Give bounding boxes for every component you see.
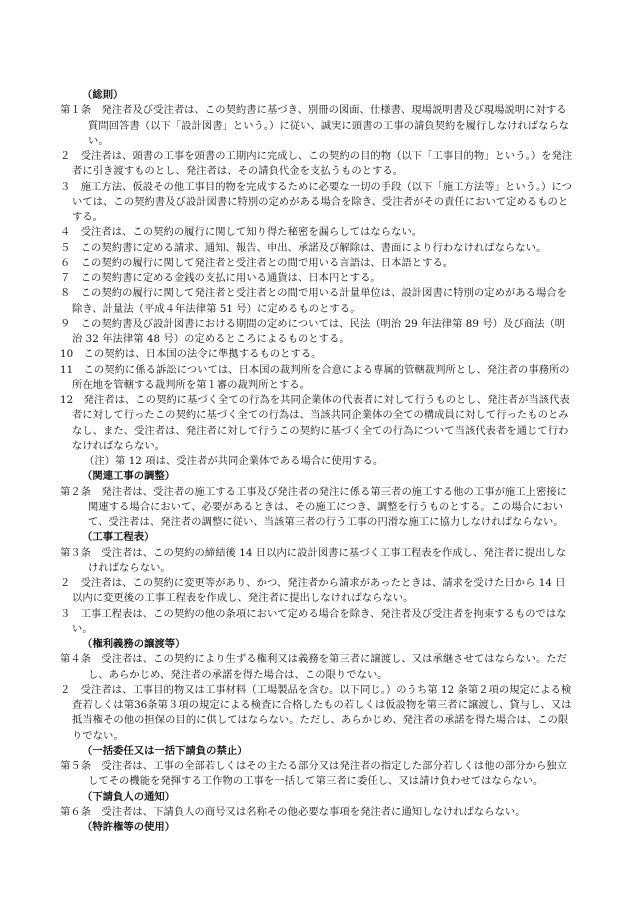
clause-number: ３ — [60, 607, 71, 620]
article-6 — [60, 805, 574, 820]
clause-text: 受注者は、頭書の工事を頭書の工期内に完成し、この契約の目的物（以下「工事目的物」という。）を発注者に引き渡すものとし、発注者は、その請負代金を支払うものとする。 — [70, 150, 573, 178]
section-heading-patent-use: （特許権等の使用） — [82, 821, 176, 833]
clause-number: 11 — [60, 363, 74, 376]
article-1-paragraph-10 — [60, 347, 574, 362]
clause-number: 12 — [60, 394, 74, 406]
clause-number: ４ — [60, 226, 71, 239]
clause-number: 第５条 — [60, 760, 92, 772]
section-heading-related-work: （関連工事の調整） — [82, 470, 176, 483]
clause-number: 第６条 — [60, 805, 92, 818]
clause-number: 10 — [60, 348, 74, 361]
clause-text: 受注者は、この契約の履行に関して知り得た秘密を漏らしてはならない。 — [70, 226, 423, 239]
clause-text: 受注者は、下請負人の商号又は名称その他必要な事項を発注者に通知しなければならない。 — [91, 805, 526, 818]
article-1-paragraph-4 — [60, 225, 574, 240]
clause-text: 受注者は、この契約に変更等があり、かつ、発注者から請求があったときは、請求を受けた日から 14 日以内に変更後の工事工程表を作成し、発注者に提出しなければならない。 — [70, 577, 566, 605]
article-4 — [60, 652, 574, 683]
clause-number: ２ — [60, 683, 71, 696]
section-heading-assignment: （権利義務の譲渡等） — [82, 638, 186, 650]
clause-text: この契約に係る訴訟については、日本国の裁判所を合意による専属的管轄裁判所とし、発注者の事務所の所在地を管轄する裁判所を第１審の裁判所とする。 — [72, 363, 570, 391]
clause-text: この契約書に定める請求、通知、報告、申出、承諾及び解除は、書面により行わなければならない。 — [70, 241, 547, 254]
article-3-paragraph-2 — [60, 576, 574, 607]
clause-text: 受注者は、この契約により生ずる権利又は義務を第三者に譲渡し、又は承継させてはならない。ただし、あらかじめ、発注者の承諾を得た場合は、この限りでない。 — [88, 653, 568, 681]
section-heading-schedule: （工事工程表） — [82, 531, 155, 544]
article-1-paragraph-12 — [60, 393, 574, 454]
clause-text: この契約の履行に関して発注者と受注者との間で用いる計量単位は、設計図書に特別の定めがある場合を除き、計量法（平成４年法律第 51 号）に定めるものとする。 — [70, 287, 568, 315]
clause-number: ６ — [60, 256, 71, 269]
article-1-paragraph-6 — [60, 256, 574, 271]
clause-number: 第２条 — [60, 485, 92, 498]
clause-text: 発注者及び受注者は、この契約書に基づき、別冊の図面、仕様書、現場説明書及び現場説明に対する質問回答書（以下「設計図書」という。）に従い、誠実に頭書の工事の請負契約を履行しなければならない。 — [88, 104, 570, 147]
article-1-paragraph-3 — [60, 180, 574, 226]
clause-number: ２ — [60, 150, 71, 162]
clause-text: この契約書に定める金銭の支払に用いる通貨は、日本円とする。 — [70, 272, 381, 284]
clause-number: 第４条 — [60, 653, 92, 666]
clause-number: ９ — [60, 317, 71, 330]
clause-number: ５ — [60, 241, 71, 254]
clause-text: この契約書及び設計図書における期間の定めについては、民法（明治 29 年法律第 89 号）及び商法（明治 32 年法律第 48 号）の定めるところによるものとする。 — [70, 317, 566, 345]
clause-number: 第１条 — [60, 104, 92, 117]
section-heading-general: （総則） — [82, 89, 124, 101]
clause-text: この契約の履行に関して発注者と受注者との間で用いる言語は、日本語とする。 — [70, 256, 454, 269]
clause-number: ８ — [60, 287, 71, 300]
clause-number: ７ — [60, 272, 71, 284]
clause-number: ２ — [60, 577, 71, 589]
section-heading-subcontract-ban: （一括委任又は一括下請負の禁止） — [82, 744, 248, 757]
article-4-paragraph-2 — [60, 683, 574, 744]
clause-number: 第３条 — [60, 546, 92, 559]
clause-text: この契約は、日本国の法令に準拠するものとする。 — [73, 348, 322, 361]
clause-text: 受注者は、工事の全部若しくはその主たる部分又は発注者の指定した部分若しくは他の部分から独立してその機能を発揮する工作物の工事を一括して第三者に委任し、又は請け負わせてはならない。 — [88, 760, 568, 788]
article-2 — [60, 485, 574, 531]
clause-text: 工事工程表は、この契約の他の条項において定める場合を除き、発注者及び受注者を拘束するものではない。 — [70, 607, 567, 635]
section-heading-subcontractor-notice: （下請負人の通知） — [82, 790, 176, 803]
clause-number: ３ — [60, 180, 71, 193]
clause-text: 受注者は、この契約の締結後 14 日以内に設計図書に基づく工事工程表を作成し、発注者に提出しなければならない。 — [88, 546, 567, 574]
clause-text: 発注者は、受注者の施工する工事及び発注者の発注に係る第三者の施工する他の工事が施工上密接に関連する場合において、必要があるときは、その施工につき、調整を行うものとする。この場合において、受注者は、発注者の調整に従い、当該第三者の行う工事の円滑な施工に協力しなければならない。 — [88, 485, 568, 528]
article-1 — [60, 103, 574, 149]
article-1-paragraph-8 — [60, 286, 574, 317]
article-5 — [60, 759, 574, 790]
clause-text: 発注者は、この契約に基づく全ての行為を共同企業体の代表者に対して行うものとし、発注者が当該代表者に対して行ったこの契約に基づく全ての行為は、当該共同企業体の全ての構成員に対して行ったものとみなし、また、受注者は、発注者に対して行うこの契約に基づく全ての行為について当該代表者を通じて行わなければならない。 — [72, 394, 570, 452]
article-1-paragraph-9 — [60, 317, 574, 348]
article-1-paragraph-2 — [60, 149, 574, 180]
article-1-paragraph-11 — [60, 363, 574, 394]
clause-text: 受注者は、工事目的物又は工事材料（工場製品を含む。以下同じ。）のうち第 12 条第２項の規定による検査若しくは第36条第３項の規定による検査に合格したもの若しくは仮設物を第三者に譲渡し、貸与し、又は抵当権その他の担保の目的に供してはならない。ただし、あらかじめ、発注者の承諾を得た場合は、この限りでない。 — [70, 683, 572, 742]
article-3-paragraph-3 — [60, 607, 574, 638]
article-3 — [60, 546, 574, 577]
clause-text: 施工方法、仮設その他工事目的物を完成するために必要な一切の手段（以下「施工方法等」という。）については、この契約書及び設計図書に特別の定めがある場合を除き、受注者がその責任において定めるものとする。 — [70, 180, 572, 223]
clause-note: （注）第 12 項は、受注者が共同企業体である場合に使用する。 — [84, 455, 384, 467]
article-1-paragraph-5 — [60, 241, 574, 256]
article-1-paragraph-7 — [60, 271, 574, 286]
